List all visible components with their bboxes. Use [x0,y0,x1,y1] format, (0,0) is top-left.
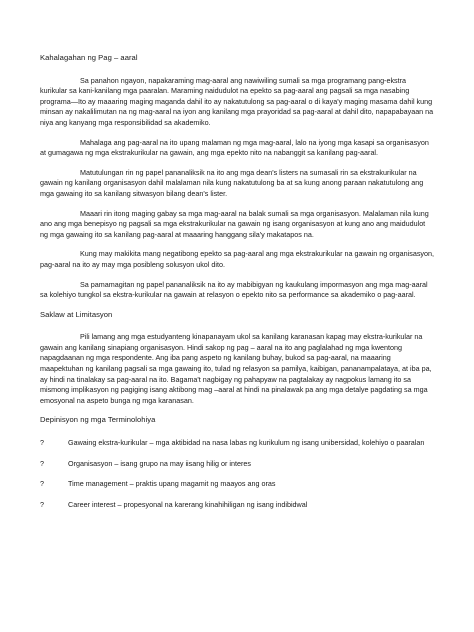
section-heading: Depinisyon ng mga Terminolohiya [40,415,156,425]
definition-text: Career interest – propesyonal na karerang kinahihiligan ng isang indibidwal [68,499,308,509]
definition-item [40,459,434,470]
paragraph: Pili lamang ang mga estudyanteng kinapanayam ukol sa kanilang karanasan kapag may ekstra-kurikular na gawain ang kanilang sinapiang organisasyon. Hindi sakop ng pag – aaral na ito ang paglalahad ng mga kwentong napagdaanan ng mga respondente. Ang iba pang aspeto ng kanilang buhay, bukod sa pag-aaral, na maaaring maapektuhan ng kanilang pagsali sa mga gawaing ito, tulad ng relasyon sa pamilya, kaibigan, pananampalataya, at iba pa, ay hindi na tinalakay sa pag-aaral na ito. Bagama't nagbigay ng pahapyaw na pagtalakay ay nagpokus lamang ito sa mismong implikasyon ng pagiging isang aktibong mag –aaral at hindi na pinalawak pa ang mga detalye pagdating sa mga emosyonal na aspeto bunga ng mga karanasan. [40,332,432,405]
definition-text: Gawaing ekstra-kurikular – mga aktibidad na nasa labas ng kurikulum ng isang unibersidad, kolehiyo o paaralan [68,438,425,448]
definition-text: Time management – praktis upang magamit ng maayos ang oras [68,479,276,489]
bullet-marker: ? [40,458,44,468]
definition-text: Organisasyon – isang grupo na may iisang hilig or interes [68,458,251,468]
bullet-marker: ? [40,438,44,448]
paragraph: Sa panahon ngayon, napakaraming mag-aaral ang nawiwiling sumali sa mga programang pang-ekstra kurikular sa kani-kanilang mga paaralan. Maraming naidudulot na epekto sa pag-aaral ang pagsali sa mga nasabing programa—Ito ay maaaring maging maganda dahil ito ay nakatutulong sa pag-aaral o di kaya'y maging masama dahil kung minsan ay nakalilimutan na ng mag-aaral na iyon ang kanilang mga prayoridad sa pag-aaral at dahil dito, napapabayaan na niya ang kanyang mga responsibilidad sa akademiko. [40,75,434,127]
section-definitions [40,415,434,510]
definition-item [40,500,434,511]
paragraph: Kung may makikita mang negatibong epekto sa pag-aaral ang mga ekstrakurikular na gawain ng organisasyon, pag-aaral na ito ay may mga posibleng solusyon ukol dito. [40,249,434,269]
definition-item [40,438,434,449]
paragraph: Matutulungan rin ng papel pananaliksik na ito ang mga dean's listers na sumasali rin sa ekstrakurikular na gawain ng kanilang organisasyon dahil malalaman nila kung nakatutulong ba at sa kung anong paraan nakatutulong ang mga gawaing ito sa kanilang sitwasyon bilang dean's lister. [40,167,424,198]
section-kahalagahan [40,53,434,301]
section-heading: Saklaw at Limitasyon [40,309,113,319]
bullet-marker: ? [40,499,44,509]
section-heading: Kahalagahan ng Pag – aaral [40,53,138,62]
paragraph: Maaari rin itong maging gabay sa mga mag-aaral na balak sumali sa mga organisasyon. Malalaman nila kung ano ang mga benepisyo ng pagsali sa mga ekstrakurikular na gawain ng isang organisasyon at kung ano ang maidudulot ng mga gawaing ito sa kanilang pag-aaral at maaaring hanggang sila'y makatapos na. [40,208,429,239]
section-saklaw [40,310,434,407]
bullet-marker: ? [40,479,44,489]
definition-item [40,479,434,490]
paragraph: Mahalaga ang pag-aaral na ito upang malaman ng mga mag-aaral, lalo na iyong mga kasapi sa organisasyon at gumagawa ng mga ekstrakurikular na gawain, ang mga epekto nito na nabanggit sa kanilang pag-aaral. [40,137,429,158]
paragraph: Sa pamamagitan ng papel pananaliksik na ito ay mabibigyan ng kaukulang impormasyon ang mga mag-aaral sa kolehiyo tungkol sa ekstra-kurikular na gawain at relasyon o epekto nito sa performance sa akademiko o pag-aaral. [40,279,428,300]
